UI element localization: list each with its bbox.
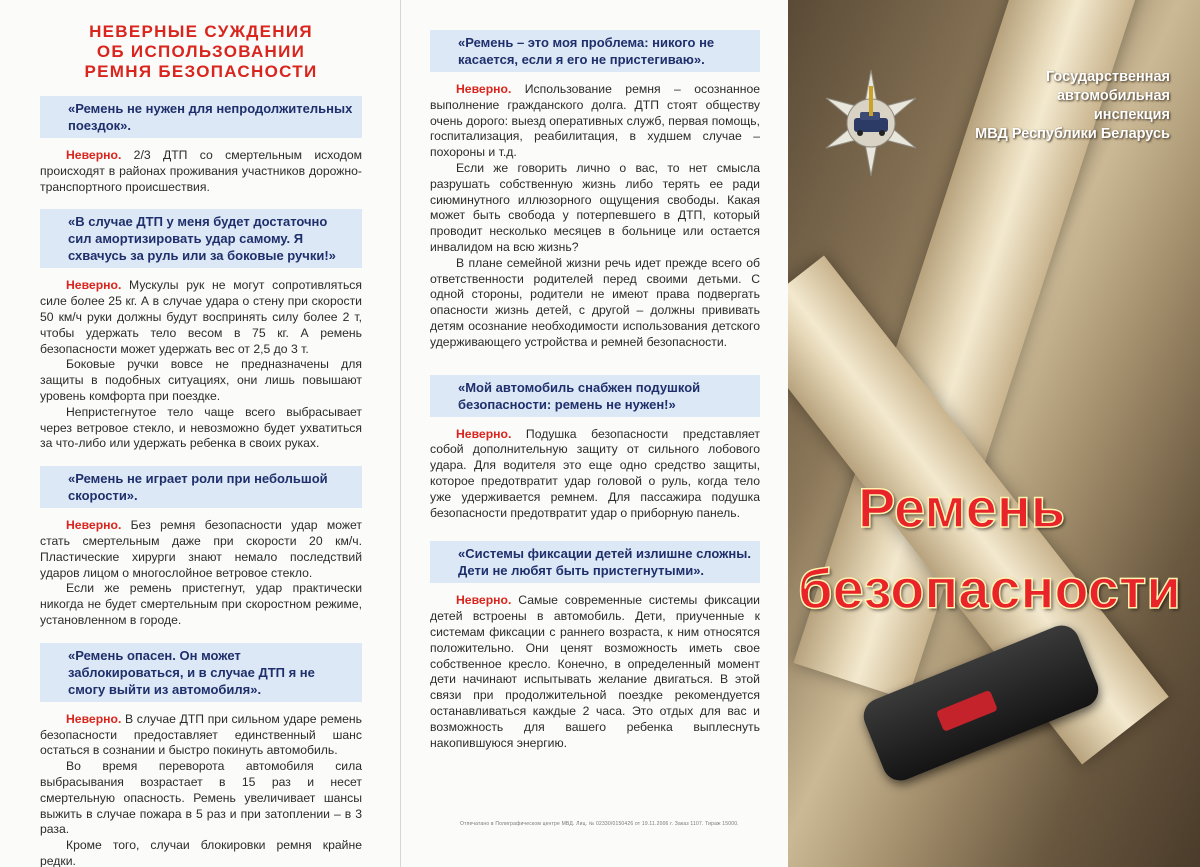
myth-block bbox=[430, 30, 760, 351]
paragraph bbox=[40, 518, 362, 581]
paragraph bbox=[40, 357, 362, 404]
paragraph-text: Без ремня безопасности удар может стать смертельным даже при скорости 20 км/ч. Пластические хирурги знают немало последствий ударов лицом о многослойное ветровое стекло. bbox=[40, 518, 362, 580]
paragraph bbox=[40, 712, 362, 759]
myth-statement: «Ремень не нужен для непродолжительных поездок». bbox=[40, 96, 362, 138]
myth-statement: «Ремень – это моя проблема: никого не касается, если я его не пристегиваю». bbox=[430, 30, 760, 72]
myth-statement: «Ремень опасен. Он может заблокироваться, и в случае ДТП я не смогу выйти из автомобиля». bbox=[40, 643, 362, 702]
paragraph-text: Самые современные системы фиксации детей встроены в автомобиль. Дети, приученные к системам фиксации с раннего возраста, к ним относятся положительно. Они ценят возможность иметь свое собственное кресло. Конечно, в определенный момент дети начинают испытывать желание двигаться. В этой связи при продолжительной поездке рекомендуется останавливаться каждые 2 часа. Это отдых для вас и возможность для вашего ребенка выплеснуть накопившуюся энергию. bbox=[430, 593, 760, 750]
middle-panel bbox=[400, 0, 788, 867]
paragraph bbox=[430, 593, 760, 751]
paragraph-text: Боковые ручки вовсе не предназначены для защиты в подобных ситуациях, они лишь повышают уровень комфорта при поездке. bbox=[40, 357, 362, 403]
paragraph bbox=[40, 148, 362, 195]
myth-block bbox=[40, 209, 362, 452]
organization-name bbox=[975, 68, 1170, 144]
myth-block bbox=[430, 541, 760, 751]
organization-line: Государственная bbox=[1045, 69, 1170, 85]
paragraph-text: Если же ремень пристегнут, удар практически никогда не будет смертельным при скоростном режиме, установленном в городе. bbox=[40, 581, 362, 627]
myth-block bbox=[430, 375, 760, 522]
paragraph-text: В плане семейной жизни речь идет прежде всего об ответственности родителей перед своими детьми. С одной стороны, родители не имеют права подвергать опасности жизнь детей, с другой – должны прививать детям осознание необходимости использования детского удерживающего устройства и ремней безопасности. bbox=[430, 255, 760, 349]
left-panel bbox=[0, 0, 400, 867]
paragraph-text: Если же говорить лично о вас, то нет смысла разрушать собственную жизнь либо терять ее ради сиюминутного иллюзорного ощущения свободы. Какая может быть свобода у потерпевшего в ДТП, который проводит несколько месяцев в больнице или остается инвалидом на всю жизнь? bbox=[430, 160, 760, 254]
paragraph bbox=[40, 581, 362, 628]
heading-line: НЕВЕРНЫЕ СУЖДЕНИЯ bbox=[89, 22, 313, 41]
paragraph bbox=[430, 161, 760, 256]
wrong-label: Неверно. bbox=[456, 82, 512, 96]
paragraph bbox=[430, 82, 760, 161]
organization-line: МВД Республики Беларусь bbox=[975, 126, 1170, 142]
organization-line: инспекция bbox=[1093, 107, 1170, 123]
paragraph-text: Мускулы рук не могут сопротивляться силе более 25 кг. А в случае удара о стену при скорости 50 км/ч руки должны будут воспринять силу более 2 т, чтобы удержать тело весом в 75 кг. А ремень безопасности может удержать вес от 2,5 до 3 т. bbox=[40, 278, 362, 356]
wrong-label: Неверно. bbox=[66, 148, 122, 162]
police-emblem-icon bbox=[816, 68, 926, 178]
cover-title-line-1: Ремень bbox=[858, 476, 1066, 539]
wrong-label: Неверно. bbox=[456, 426, 512, 441]
paragraph-text: В случае ДТП при сильном ударе ремень безопасности предоставляет единственный шанс остаться в сознании и быстро покинуть автомобиль. bbox=[40, 711, 362, 758]
paragraph bbox=[430, 256, 760, 351]
paragraph-text: Во время переворота автомобиля сила выбрасывания возрастает в 15 раз и несет смертельную опасность. Ремень увеличивает шансы выжить в случае пожара в 5 раз и при затоплении – в 3 раза. bbox=[40, 759, 362, 837]
print-imprint: Отпечатано в Полиграфическом центре МВД. Лиц. № 02330/0150426 от 19.11.2006 г. Заказ 1107. Тираж 15000. bbox=[460, 821, 739, 827]
buckle-release-button bbox=[936, 690, 998, 732]
myth-block bbox=[40, 96, 362, 195]
cover-panel bbox=[788, 0, 1200, 867]
paragraph-text: Непристегнутое тело чаще всего выбрасывает через ветровое стекло, и невозможно будет ухватиться за что-либо или удержать ребенка в своих руках. bbox=[40, 404, 362, 451]
paragraph-text: 2/3 ДТП со смертельным исходом происходят в районах проживания участников дорожно-транспортного происшествия. bbox=[40, 148, 362, 194]
paragraph bbox=[430, 427, 760, 522]
organization-line: автомобильная bbox=[1056, 88, 1170, 104]
wrong-label: Неверно. bbox=[66, 518, 122, 533]
wrong-label: Неверно. bbox=[456, 593, 512, 608]
paragraph bbox=[40, 278, 362, 357]
myth-statement: «Ремень не играет роли при небольшой скорости». bbox=[40, 466, 362, 508]
paragraph bbox=[40, 838, 362, 867]
leaflet-heading bbox=[40, 22, 362, 82]
myth-statement: «В случае ДТП у меня будет достаточно сил амортизировать удар самому. Я схвачусь за руль или за боковые ручки!» bbox=[40, 209, 362, 268]
paragraph-text: Подушка безопасности представляет собой дополнительную защиту от сильного лобового удара. Для водителя это еще одно средство защиты, которое предотвратит удар головой о руль, когда тело уже удерживается ремнем. Для пассажира подушка безопасности предотвратит удар о приборную панель. bbox=[430, 426, 760, 520]
heading-line: РЕМНЯ БЕЗОПАСНОСТИ bbox=[84, 62, 318, 81]
paragraph-text: Использование ремня – осознанное выполнение гражданского долга. ДТП стоят обществу очень дорого: выезд оперативных служб, первая помощь, госпитализация, реабилитация, в худшем случае – похороны и т.д. bbox=[430, 82, 760, 160]
myth-block bbox=[40, 466, 362, 629]
paragraph bbox=[40, 405, 362, 452]
wrong-label: Неверно. bbox=[66, 711, 122, 726]
paragraph-text: Кроме того, случаи блокировки ремня крайне редки. bbox=[40, 838, 362, 867]
wrong-label: Неверно. bbox=[66, 278, 122, 293]
myth-statement: «Мой автомобиль снабжен подушкой безопасности: ремень не нужен!» bbox=[430, 375, 760, 417]
myth-block bbox=[40, 643, 362, 867]
heading-line: ОБ ИСПОЛЬЗОВАНИИ bbox=[96, 42, 306, 61]
paragraph bbox=[40, 759, 362, 838]
cover-title-line-2: безопасности bbox=[798, 557, 1181, 620]
myth-statement: «Системы фиксации детей излишне сложны. Дети не любят быть пристегнутыми». bbox=[430, 541, 760, 583]
